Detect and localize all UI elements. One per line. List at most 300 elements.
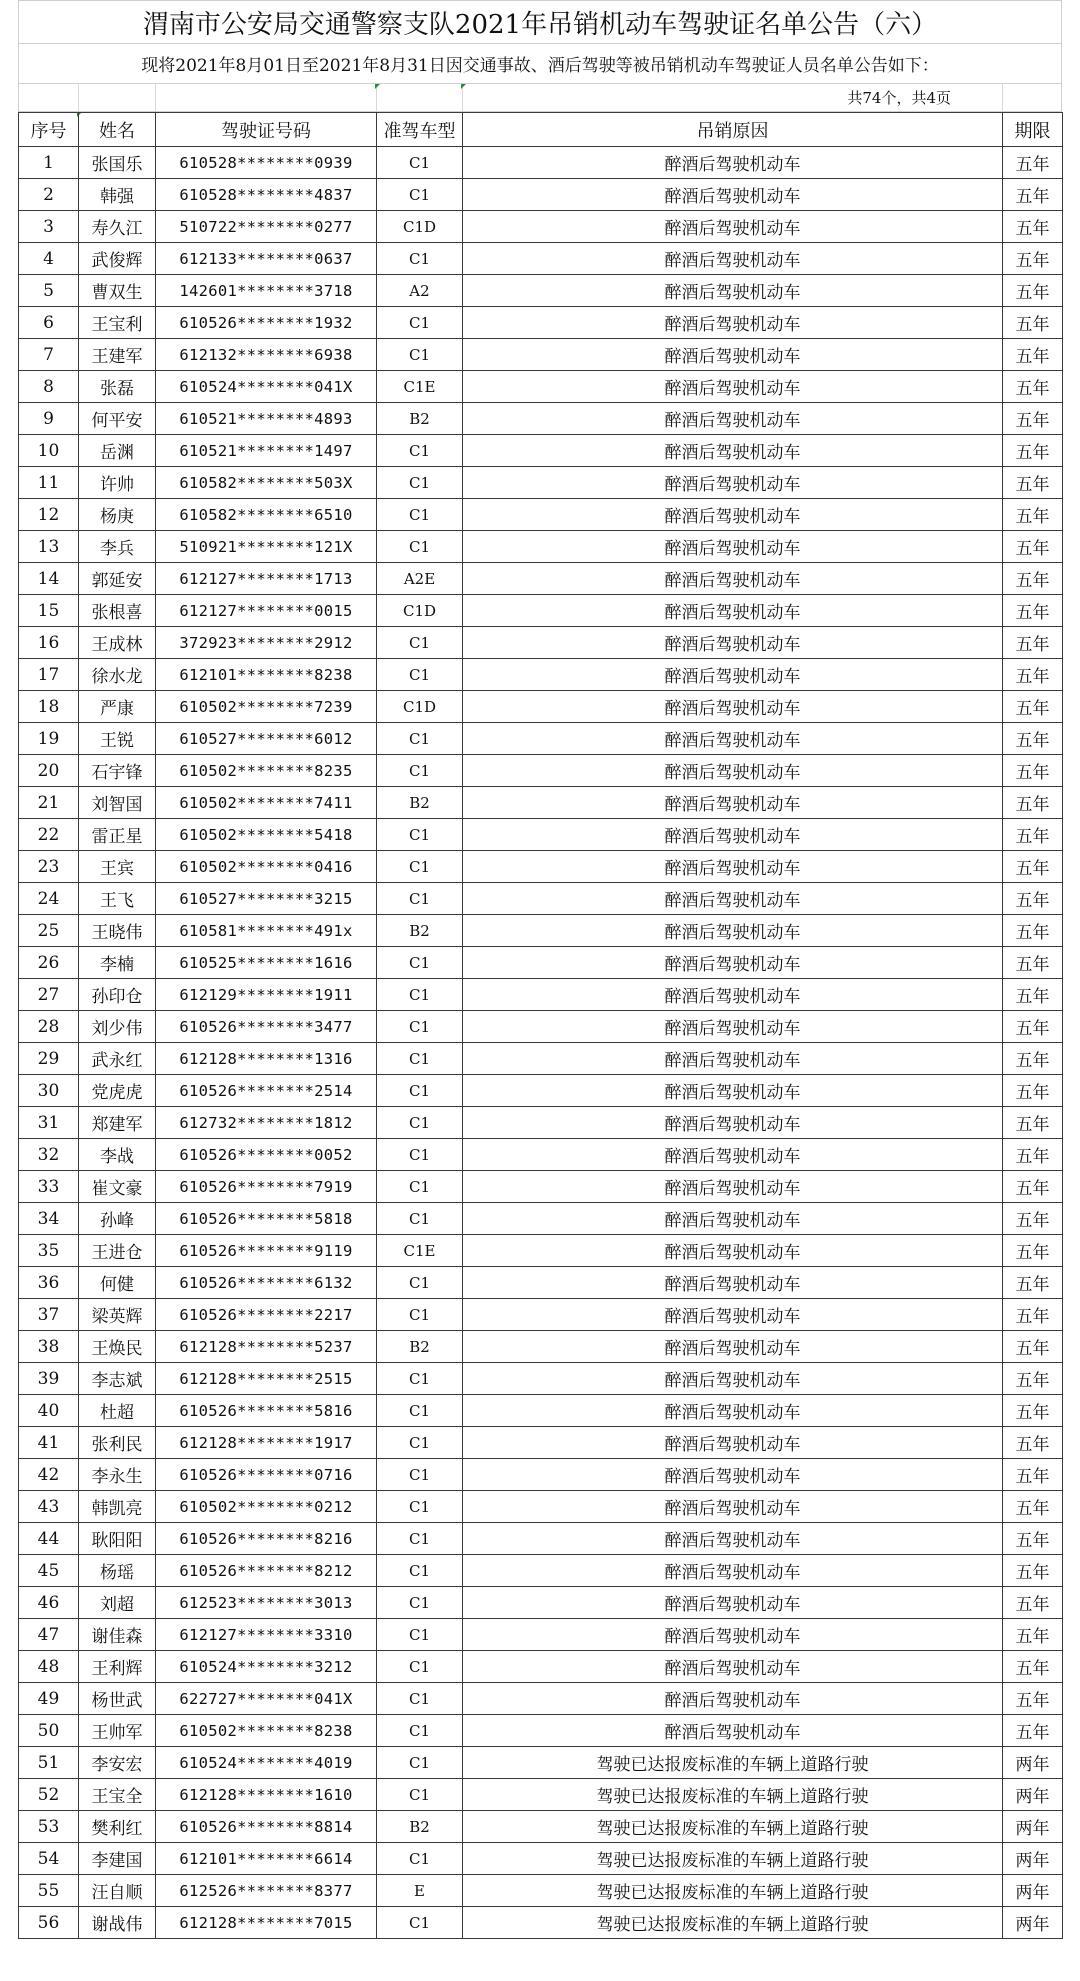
cell-seq: 53 bbox=[19, 1811, 79, 1843]
cell-license-number: 610524********4019 bbox=[156, 1747, 377, 1779]
cell-name: 王宝利 bbox=[79, 307, 156, 339]
cell-license-number: 612128********7015 bbox=[156, 1907, 377, 1939]
cell-license-number: 610525********1616 bbox=[156, 947, 377, 979]
cell-license-number: 610527********3215 bbox=[156, 883, 377, 915]
cell-vehicle-class: C1 bbox=[377, 1523, 463, 1555]
cell-name: 王焕民 bbox=[79, 1331, 156, 1363]
cell-vehicle-class: B2 bbox=[377, 1811, 463, 1843]
cell-license-number: 610526********0052 bbox=[156, 1139, 377, 1171]
cell-seq: 34 bbox=[19, 1203, 79, 1235]
cell-vehicle-class: C1 bbox=[377, 1459, 463, 1491]
cell-seq: 22 bbox=[19, 819, 79, 851]
cell-period: 五年 bbox=[1003, 755, 1063, 787]
empty-cell bbox=[19, 84, 79, 111]
cell-vehicle-class: C1 bbox=[377, 851, 463, 883]
cell-period: 五年 bbox=[1003, 1363, 1063, 1395]
cell-vehicle-class: C1 bbox=[377, 1651, 463, 1683]
cell-name: 寿久江 bbox=[79, 211, 156, 243]
cell-vehicle-class: C1 bbox=[377, 1267, 463, 1299]
cell-vehicle-class: C1 bbox=[377, 883, 463, 915]
cell-reason: 醉酒后驾驶机动车 bbox=[463, 1523, 1003, 1555]
cell-period: 五年 bbox=[1003, 659, 1063, 691]
cell-license-number: 610526********3477 bbox=[156, 1011, 377, 1043]
cell-vehicle-class: C1 bbox=[377, 435, 463, 467]
cell-reason: 驾驶已达报废标准的车辆上道路行驶 bbox=[463, 1875, 1003, 1907]
cell-reason: 醉酒后驾驶机动车 bbox=[463, 1587, 1003, 1619]
cell-seq: 46 bbox=[19, 1587, 79, 1619]
table-row bbox=[19, 1011, 1063, 1043]
cell-name: 许帅 bbox=[79, 467, 156, 499]
cell-name: 张根喜 bbox=[79, 595, 156, 627]
cell-period: 五年 bbox=[1003, 819, 1063, 851]
cell-reason: 醉酒后驾驶机动车 bbox=[463, 243, 1003, 275]
table-row bbox=[19, 1779, 1063, 1811]
cell-period: 五年 bbox=[1003, 691, 1063, 723]
cell-vehicle-class: B2 bbox=[377, 915, 463, 947]
cell-reason: 醉酒后驾驶机动车 bbox=[463, 1651, 1003, 1683]
table-row bbox=[19, 947, 1063, 979]
cell-reason: 醉酒后驾驶机动车 bbox=[463, 275, 1003, 307]
cell-vehicle-class: C1 bbox=[377, 1139, 463, 1171]
cell-reason: 醉酒后驾驶机动车 bbox=[463, 1075, 1003, 1107]
cell-reason: 醉酒后驾驶机动车 bbox=[463, 371, 1003, 403]
cell-seq: 40 bbox=[19, 1395, 79, 1427]
cell-name: 谢战伟 bbox=[79, 1907, 156, 1939]
cell-seq: 50 bbox=[19, 1715, 79, 1747]
cell-period: 两年 bbox=[1003, 1875, 1063, 1907]
cell-name: 雷正星 bbox=[79, 819, 156, 851]
cell-period: 五年 bbox=[1003, 1651, 1063, 1683]
cell-vehicle-class: C1 bbox=[377, 499, 463, 531]
table-row bbox=[19, 403, 1063, 435]
cell-seq: 54 bbox=[19, 1843, 79, 1875]
cell-period: 五年 bbox=[1003, 275, 1063, 307]
cell-seq: 37 bbox=[19, 1299, 79, 1331]
cell-period: 五年 bbox=[1003, 627, 1063, 659]
table-row bbox=[19, 1811, 1063, 1843]
cell-vehicle-class: C1 bbox=[377, 243, 463, 275]
cell-reason: 醉酒后驾驶机动车 bbox=[463, 1555, 1003, 1587]
cell-vehicle-class: C1 bbox=[377, 1555, 463, 1587]
cell-name: 杨世武 bbox=[79, 1683, 156, 1715]
table-row bbox=[19, 1843, 1063, 1875]
cell-reason: 醉酒后驾驶机动车 bbox=[463, 147, 1003, 179]
cell-license-number: 610582********503X bbox=[156, 467, 377, 499]
cell-seq: 48 bbox=[19, 1651, 79, 1683]
cell-reason: 醉酒后驾驶机动车 bbox=[463, 1267, 1003, 1299]
cell-license-number: 622727********041X bbox=[156, 1683, 377, 1715]
cell-vehicle-class: C1 bbox=[377, 1619, 463, 1651]
cell-reason: 醉酒后驾驶机动车 bbox=[463, 403, 1003, 435]
table-row bbox=[19, 1235, 1063, 1267]
table-row bbox=[19, 1203, 1063, 1235]
cell-vehicle-class: A2E bbox=[377, 563, 463, 595]
cell-period: 五年 bbox=[1003, 1299, 1063, 1331]
cell-name: 郑建军 bbox=[79, 1107, 156, 1139]
cell-period: 五年 bbox=[1003, 1011, 1063, 1043]
document-subtitle: 现将2021年8月01日至2021年8月31日因交通事故、酒后驾驶等被吊销机动车驾驶证人员名单公告如下： bbox=[18, 44, 1062, 84]
cell-seq: 19 bbox=[19, 723, 79, 755]
cell-reason: 醉酒后驾驶机动车 bbox=[463, 1683, 1003, 1715]
table-body bbox=[19, 147, 1063, 1939]
cell-name: 李安宏 bbox=[79, 1747, 156, 1779]
cell-license-number: 610581********491x bbox=[156, 915, 377, 947]
cell-seq: 55 bbox=[19, 1875, 79, 1907]
cell-vehicle-class: C1 bbox=[377, 1395, 463, 1427]
cell-vehicle-class: C1D bbox=[377, 211, 463, 243]
cell-period: 五年 bbox=[1003, 1555, 1063, 1587]
cell-reason: 醉酒后驾驶机动车 bbox=[463, 1139, 1003, 1171]
cell-license-number: 612101********8238 bbox=[156, 659, 377, 691]
cell-period: 五年 bbox=[1003, 883, 1063, 915]
cell-reason: 醉酒后驾驶机动车 bbox=[463, 179, 1003, 211]
cell-license-number: 610502********0212 bbox=[156, 1491, 377, 1523]
empty-cell bbox=[156, 84, 377, 111]
count-row bbox=[18, 84, 1062, 112]
cell-name: 党虎虎 bbox=[79, 1075, 156, 1107]
cell-name: 张磊 bbox=[79, 371, 156, 403]
cell-name: 武永红 bbox=[79, 1043, 156, 1075]
cell-seq: 43 bbox=[19, 1491, 79, 1523]
cell-name: 王进仓 bbox=[79, 1235, 156, 1267]
cell-reason: 醉酒后驾驶机动车 bbox=[463, 979, 1003, 1011]
cell-seq: 18 bbox=[19, 691, 79, 723]
cell-license-number: 612128********5237 bbox=[156, 1331, 377, 1363]
cell-period: 五年 bbox=[1003, 1331, 1063, 1363]
cell-license-number: 612129********1911 bbox=[156, 979, 377, 1011]
cell-reason: 醉酒后驾驶机动车 bbox=[463, 531, 1003, 563]
cell-seq: 1 bbox=[19, 147, 79, 179]
cell-vehicle-class: C1 bbox=[377, 1363, 463, 1395]
table-row bbox=[19, 1747, 1063, 1779]
cell-name: 严康 bbox=[79, 691, 156, 723]
cell-reason: 驾驶已达报废标准的车辆上道路行驶 bbox=[463, 1907, 1003, 1939]
cell-vehicle-class: C1E bbox=[377, 1235, 463, 1267]
cell-seq: 41 bbox=[19, 1427, 79, 1459]
cell-period: 五年 bbox=[1003, 1523, 1063, 1555]
cell-seq: 15 bbox=[19, 595, 79, 627]
cell-reason: 醉酒后驾驶机动车 bbox=[463, 1235, 1003, 1267]
table-row bbox=[19, 1651, 1063, 1683]
table-row bbox=[19, 1715, 1063, 1747]
cell-vehicle-class: C1D bbox=[377, 691, 463, 723]
cell-reason: 醉酒后驾驶机动车 bbox=[463, 307, 1003, 339]
cell-license-number: 610502********7239 bbox=[156, 691, 377, 723]
cell-seq: 44 bbox=[19, 1523, 79, 1555]
cell-vehicle-class: C1 bbox=[377, 979, 463, 1011]
cell-name: 李志斌 bbox=[79, 1363, 156, 1395]
table-row bbox=[19, 307, 1063, 339]
cell-period: 五年 bbox=[1003, 1395, 1063, 1427]
cell-vehicle-class: C1 bbox=[377, 819, 463, 851]
cell-name: 刘少伟 bbox=[79, 1011, 156, 1043]
cell-name: 刘超 bbox=[79, 1587, 156, 1619]
table-row bbox=[19, 1491, 1063, 1523]
cell-vehicle-class: C1 bbox=[377, 947, 463, 979]
cell-period: 五年 bbox=[1003, 1107, 1063, 1139]
cell-reason: 醉酒后驾驶机动车 bbox=[463, 723, 1003, 755]
cell-name: 何平安 bbox=[79, 403, 156, 435]
cell-period: 五年 bbox=[1003, 1459, 1063, 1491]
cell-vehicle-class: C1 bbox=[377, 1075, 463, 1107]
cell-reason: 醉酒后驾驶机动车 bbox=[463, 915, 1003, 947]
table-row bbox=[19, 467, 1063, 499]
cell-vehicle-class: C1 bbox=[377, 659, 463, 691]
cell-license-number: 610526********9119 bbox=[156, 1235, 377, 1267]
cell-period: 五年 bbox=[1003, 371, 1063, 403]
table-row bbox=[19, 723, 1063, 755]
cell-license-number: 610521********1497 bbox=[156, 435, 377, 467]
cell-period: 五年 bbox=[1003, 499, 1063, 531]
cell-seq: 3 bbox=[19, 211, 79, 243]
table-row bbox=[19, 595, 1063, 627]
cell-name: 李楠 bbox=[79, 947, 156, 979]
cell-period: 五年 bbox=[1003, 723, 1063, 755]
cell-vehicle-class: C1 bbox=[377, 1011, 463, 1043]
table-row bbox=[19, 1395, 1063, 1427]
cell-name: 李兵 bbox=[79, 531, 156, 563]
cell-seq: 21 bbox=[19, 787, 79, 819]
cell-vehicle-class: C1 bbox=[377, 723, 463, 755]
cell-seq: 51 bbox=[19, 1747, 79, 1779]
table-row bbox=[19, 275, 1063, 307]
cell-license-number: 610524********041X bbox=[156, 371, 377, 403]
table-row bbox=[19, 531, 1063, 563]
cell-period: 两年 bbox=[1003, 1907, 1063, 1939]
cell-seq: 29 bbox=[19, 1043, 79, 1075]
cell-name: 孙峰 bbox=[79, 1203, 156, 1235]
table-row bbox=[19, 1267, 1063, 1299]
table-row bbox=[19, 1427, 1063, 1459]
cell-reason: 醉酒后驾驶机动车 bbox=[463, 1331, 1003, 1363]
cell-seq: 27 bbox=[19, 979, 79, 1011]
cell-seq: 20 bbox=[19, 755, 79, 787]
cell-name: 王晓伟 bbox=[79, 915, 156, 947]
table-row bbox=[19, 883, 1063, 915]
cell-reason: 醉酒后驾驶机动车 bbox=[463, 659, 1003, 691]
cell-period: 五年 bbox=[1003, 947, 1063, 979]
cell-seq: 36 bbox=[19, 1267, 79, 1299]
cell-name: 曹双生 bbox=[79, 275, 156, 307]
cell-seq: 9 bbox=[19, 403, 79, 435]
table-row bbox=[19, 1907, 1063, 1939]
cell-license-number: 612128********2515 bbox=[156, 1363, 377, 1395]
cell-reason: 醉酒后驾驶机动车 bbox=[463, 1299, 1003, 1331]
cell-license-number: 510921********121X bbox=[156, 531, 377, 563]
cell-seq: 39 bbox=[19, 1363, 79, 1395]
table-row bbox=[19, 371, 1063, 403]
cell-reason: 醉酒后驾驶机动车 bbox=[463, 1011, 1003, 1043]
cell-vehicle-class: C1 bbox=[377, 179, 463, 211]
cell-period: 两年 bbox=[1003, 1843, 1063, 1875]
table-row bbox=[19, 787, 1063, 819]
cell-period: 五年 bbox=[1003, 1043, 1063, 1075]
cell-seq: 32 bbox=[19, 1139, 79, 1171]
table-row bbox=[19, 1555, 1063, 1587]
cell-reason: 驾驶已达报废标准的车辆上道路行驶 bbox=[463, 1811, 1003, 1843]
cell-vehicle-class: C1 bbox=[377, 1171, 463, 1203]
cell-name: 武俊辉 bbox=[79, 243, 156, 275]
cell-license-number: 610526********0716 bbox=[156, 1459, 377, 1491]
cell-seq: 23 bbox=[19, 851, 79, 883]
cell-name: 谢佳森 bbox=[79, 1619, 156, 1651]
cell-license-number: 612128********1917 bbox=[156, 1427, 377, 1459]
cell-name: 孙印仓 bbox=[79, 979, 156, 1011]
cell-period: 五年 bbox=[1003, 1235, 1063, 1267]
cell-period: 五年 bbox=[1003, 467, 1063, 499]
cell-license-number: 612127********1713 bbox=[156, 563, 377, 595]
cell-name: 石宇锋 bbox=[79, 755, 156, 787]
cell-license-number: 372923********2912 bbox=[156, 627, 377, 659]
cell-name: 郭延安 bbox=[79, 563, 156, 595]
cell-license-number: 142601********3718 bbox=[156, 275, 377, 307]
cell-name: 李战 bbox=[79, 1139, 156, 1171]
header-seq: 序号 bbox=[19, 113, 79, 147]
cell-reason: 醉酒后驾驶机动车 bbox=[463, 819, 1003, 851]
cell-name: 韩凯亮 bbox=[79, 1491, 156, 1523]
cell-seq: 38 bbox=[19, 1331, 79, 1363]
cell-seq: 25 bbox=[19, 915, 79, 947]
cell-vehicle-class: C1 bbox=[377, 1907, 463, 1939]
cell-seq: 33 bbox=[19, 1171, 79, 1203]
cell-seq: 56 bbox=[19, 1907, 79, 1939]
cell-name: 何健 bbox=[79, 1267, 156, 1299]
header-license-number: 驾驶证号码 bbox=[156, 113, 377, 147]
cell-vehicle-class: C1 bbox=[377, 531, 463, 563]
cell-name: 李建国 bbox=[79, 1843, 156, 1875]
table-row bbox=[19, 1363, 1063, 1395]
cell-comment-marker bbox=[375, 84, 380, 89]
cell-reason: 醉酒后驾驶机动车 bbox=[463, 595, 1003, 627]
table-row bbox=[19, 179, 1063, 211]
cell-name: 王飞 bbox=[79, 883, 156, 915]
cell-period: 两年 bbox=[1003, 1779, 1063, 1811]
cell-vehicle-class: C1 bbox=[377, 1203, 463, 1235]
table-row bbox=[19, 339, 1063, 371]
cell-seq: 2 bbox=[19, 179, 79, 211]
cell-seq: 16 bbox=[19, 627, 79, 659]
table-row bbox=[19, 1587, 1063, 1619]
count-note: 共74个，共4页 bbox=[847, 89, 951, 107]
cell-license-number: 612732********1812 bbox=[156, 1107, 377, 1139]
cell-vehicle-class: E bbox=[377, 1875, 463, 1907]
cell-license-number: 610502********8238 bbox=[156, 1715, 377, 1747]
table-row bbox=[19, 1043, 1063, 1075]
table-row bbox=[19, 915, 1063, 947]
cell-vehicle-class: C1 bbox=[377, 1427, 463, 1459]
cell-seq: 45 bbox=[19, 1555, 79, 1587]
cell-license-number: 610521********4893 bbox=[156, 403, 377, 435]
cell-reason: 醉酒后驾驶机动车 bbox=[463, 499, 1003, 531]
cell-vehicle-class: C1D bbox=[377, 595, 463, 627]
cell-name: 杨瑶 bbox=[79, 1555, 156, 1587]
cell-seq: 47 bbox=[19, 1619, 79, 1651]
cell-seq: 4 bbox=[19, 243, 79, 275]
cell-reason: 醉酒后驾驶机动车 bbox=[463, 755, 1003, 787]
cell-vehicle-class: A2 bbox=[377, 275, 463, 307]
cell-vehicle-class: C1 bbox=[377, 1779, 463, 1811]
cell-seq: 42 bbox=[19, 1459, 79, 1491]
cell-seq: 26 bbox=[19, 947, 79, 979]
cell-reason: 醉酒后驾驶机动车 bbox=[463, 211, 1003, 243]
cell-seq: 13 bbox=[19, 531, 79, 563]
cell-name: 王利辉 bbox=[79, 1651, 156, 1683]
cell-license-number: 612101********6614 bbox=[156, 1843, 377, 1875]
empty-cell bbox=[377, 84, 463, 111]
table-row bbox=[19, 1875, 1063, 1907]
cell-seq: 8 bbox=[19, 371, 79, 403]
cell-vehicle-class: C1 bbox=[377, 627, 463, 659]
cell-vehicle-class: C1 bbox=[377, 1715, 463, 1747]
cell-reason: 醉酒后驾驶机动车 bbox=[463, 1107, 1003, 1139]
table-row bbox=[19, 1459, 1063, 1491]
cell-name: 岳渊 bbox=[79, 435, 156, 467]
cell-vehicle-class: C1 bbox=[377, 1299, 463, 1331]
cell-vehicle-class: C1 bbox=[377, 147, 463, 179]
cell-period: 五年 bbox=[1003, 1139, 1063, 1171]
cell-period: 五年 bbox=[1003, 851, 1063, 883]
cell-seq: 30 bbox=[19, 1075, 79, 1107]
table-row bbox=[19, 1683, 1063, 1715]
cell-reason: 醉酒后驾驶机动车 bbox=[463, 787, 1003, 819]
cell-seq: 7 bbox=[19, 339, 79, 371]
cell-period: 五年 bbox=[1003, 179, 1063, 211]
cell-reason: 醉酒后驾驶机动车 bbox=[463, 1363, 1003, 1395]
cell-name: 耿阳阳 bbox=[79, 1523, 156, 1555]
cell-name: 王成林 bbox=[79, 627, 156, 659]
table-row bbox=[19, 499, 1063, 531]
cell-license-number: 610526********8216 bbox=[156, 1523, 377, 1555]
empty-cell bbox=[79, 84, 156, 111]
cell-reason: 驾驶已达报废标准的车辆上道路行驶 bbox=[463, 1779, 1003, 1811]
cell-vehicle-class: C1 bbox=[377, 339, 463, 371]
cell-reason: 醉酒后驾驶机动车 bbox=[463, 1491, 1003, 1523]
header-period: 期限 bbox=[1003, 113, 1063, 147]
cell-license-number: 610526********8814 bbox=[156, 1811, 377, 1843]
table-row bbox=[19, 1619, 1063, 1651]
cell-seq: 17 bbox=[19, 659, 79, 691]
cell-reason: 醉酒后驾驶机动车 bbox=[463, 467, 1003, 499]
cell-vehicle-class: C1 bbox=[377, 1683, 463, 1715]
table-row bbox=[19, 691, 1063, 723]
table-row bbox=[19, 1107, 1063, 1139]
cell-period: 五年 bbox=[1003, 1427, 1063, 1459]
cell-name: 汪自顺 bbox=[79, 1875, 156, 1907]
cell-license-number: 612127********3310 bbox=[156, 1619, 377, 1651]
spreadsheet-page bbox=[18, 0, 1062, 1981]
cell-vehicle-class: C1E bbox=[377, 371, 463, 403]
table-row bbox=[19, 147, 1063, 179]
cell-name: 王帅军 bbox=[79, 1715, 156, 1747]
cell-reason: 醉酒后驾驶机动车 bbox=[463, 1043, 1003, 1075]
cell-license-number: 610526********2217 bbox=[156, 1299, 377, 1331]
table-row bbox=[19, 243, 1063, 275]
cell-vehicle-class: C1 bbox=[377, 307, 463, 339]
cell-seq: 31 bbox=[19, 1107, 79, 1139]
cell-period: 五年 bbox=[1003, 1491, 1063, 1523]
cell-seq: 28 bbox=[19, 1011, 79, 1043]
cell-license-number: 610526********8212 bbox=[156, 1555, 377, 1587]
cell-license-number: 610502********5418 bbox=[156, 819, 377, 851]
cell-period: 两年 bbox=[1003, 1747, 1063, 1779]
cell-license-number: 610526********5816 bbox=[156, 1395, 377, 1427]
cell-period: 五年 bbox=[1003, 915, 1063, 947]
cell-vehicle-class: C1 bbox=[377, 1491, 463, 1523]
cell-license-number: 610502********0416 bbox=[156, 851, 377, 883]
cell-vehicle-class: C1 bbox=[377, 755, 463, 787]
cell-license-number: 612133********0637 bbox=[156, 243, 377, 275]
cell-period: 五年 bbox=[1003, 595, 1063, 627]
